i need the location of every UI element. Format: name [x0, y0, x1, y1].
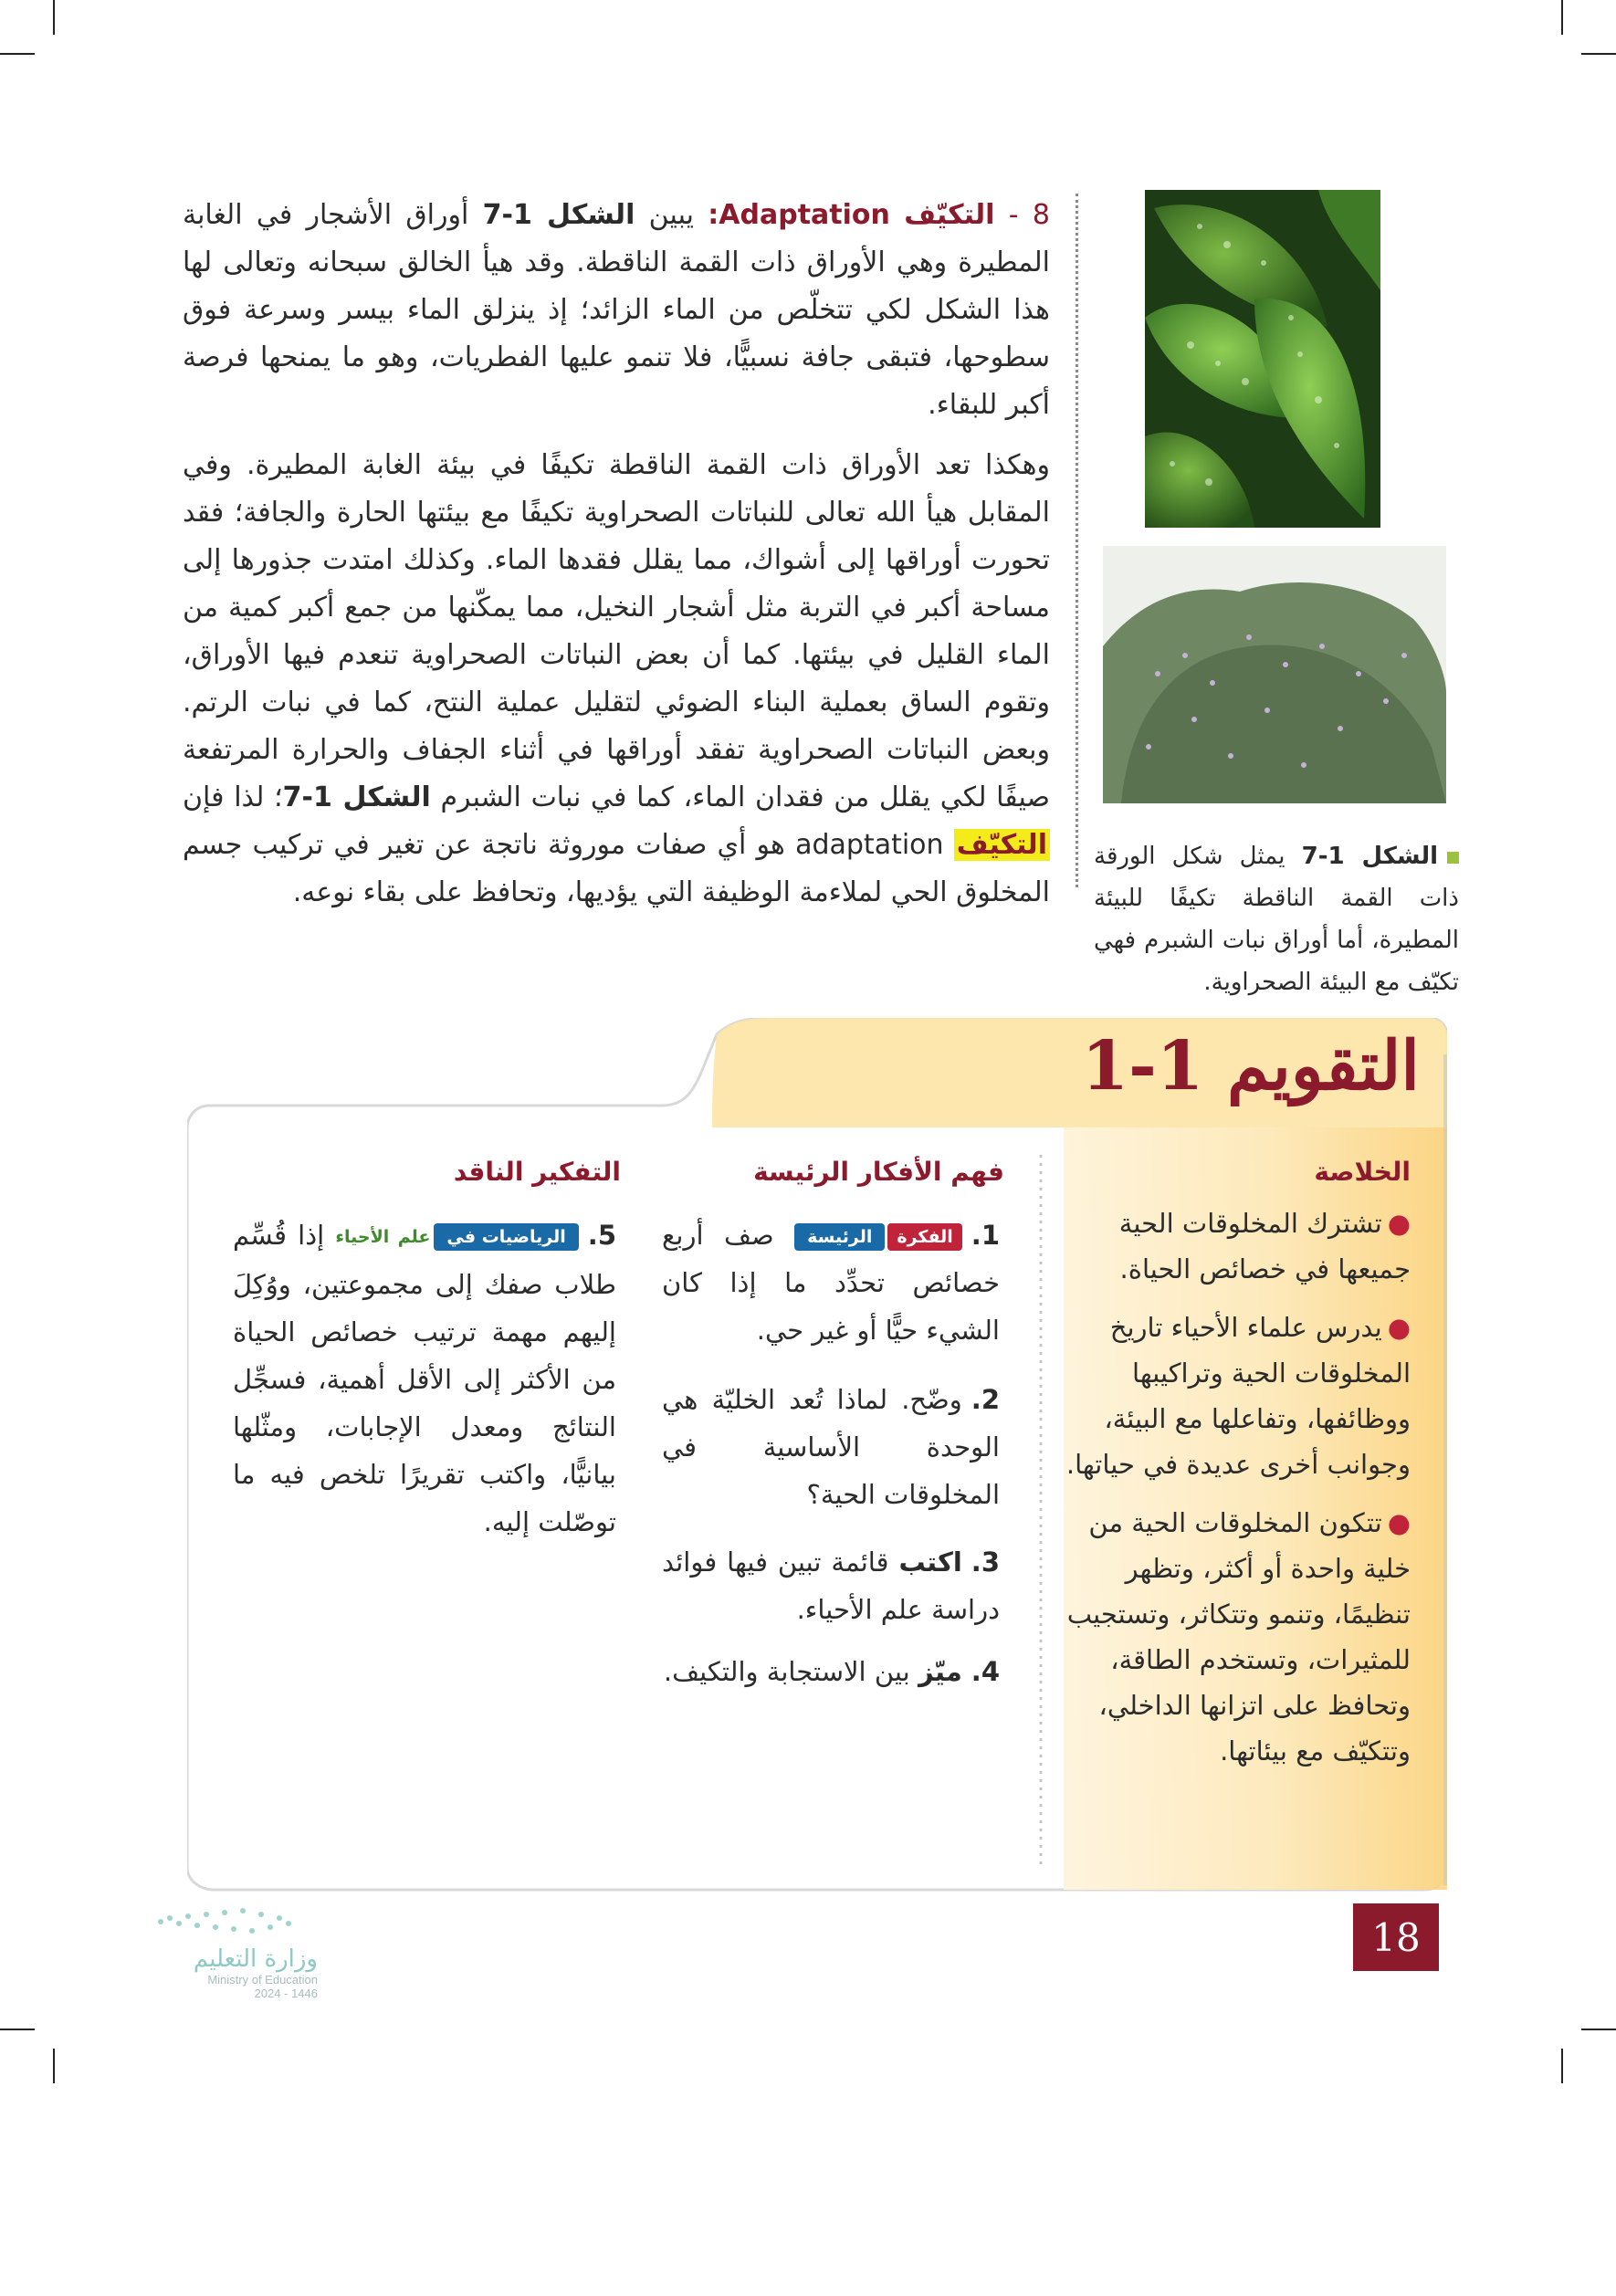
- term-adaptation-en: Adaptation:: [708, 199, 890, 231]
- question-verb: اكتب: [898, 1546, 962, 1578]
- text: يبين: [635, 199, 708, 231]
- question-verb: ميّز: [918, 1656, 962, 1687]
- rainforest-leaves-photo: [1145, 190, 1380, 528]
- question-4: [662, 1648, 1000, 1695]
- summary-heading: الخلاصة: [1314, 1157, 1411, 1187]
- question-5: [233, 1211, 616, 1546]
- tag-biology: علم الأحياء: [335, 1227, 431, 1247]
- main-ideas-heading: فهم الأفكار الرئيسة: [753, 1157, 1004, 1187]
- question-1: [662, 1211, 1000, 1354]
- ministry-name-en: Ministry of Education: [207, 1973, 318, 1987]
- adaptation-paragraph: [183, 442, 1050, 917]
- caption-marker: [1447, 852, 1459, 864]
- main-text-column: [183, 192, 1050, 929]
- ministry-logo: [89, 1903, 318, 2000]
- tag-idea: الفكرة: [887, 1223, 961, 1251]
- bullet-icon: ●: [1387, 1208, 1411, 1239]
- crop-mark: [0, 53, 35, 55]
- text: أوراق الأشجار في الغابة المطيرة وهي الأوراق ذات القمة الناقطة. وقد هيأ الخالق سبحانه وتعالى لها هذا الشكل لكي تتخلّص من الماء الزائد؛ إذ ينزلق الماء بيسر وسرعة فوق سطوحها، فتبقى جافة نسبيًّا، فلا تنمو عليها الفطريات، وهو ما يمنحها فرصة أكبر للبقاء.: [183, 199, 1050, 421]
- question-text: إذا قُسِّم طلاب صفك إلى مجموعتين، ووُكِلَ إليهم مهمة ترتيب خصائص الحياة من الأكثر إلى الأقل أهمية، فسجِّل النتائج ومعدل الإجابات، ومثّلها بيانيًّا، واكتب تقريرًا تلخص فيه ما توصّلت إليه.: [233, 1220, 616, 1537]
- review-panel: [187, 1018, 1447, 2296]
- question-text: صف أربع خصائص تحدِّد ما إذا كان الشيء حيًّا أو غير حي.: [662, 1220, 1000, 1346]
- summary-item: [1055, 1305, 1411, 1487]
- crop-mark: [1581, 2029, 1616, 2030]
- question-number: 5.: [587, 1220, 616, 1251]
- review-title: التقويم 1-1: [1081, 1027, 1420, 1106]
- text: adaptation هو أي صفات موروثة ناتجة عن تغير في تركيب جسم المخلوق الحي لملاءمة الوظيفة التي يؤديها، وتحافظ على بقاء نوعه.: [183, 829, 1050, 908]
- column-divider: [1076, 194, 1078, 887]
- crop-mark: [1561, 2049, 1563, 2083]
- ministry-name-ar: وزارة التعليم: [193, 1945, 318, 1973]
- desert-plant-photo: [1103, 546, 1446, 803]
- crop-mark: [0, 2029, 35, 2030]
- highlighted-term: التكيّف: [954, 829, 1050, 861]
- crop-mark: [53, 2049, 55, 2083]
- section-number: 8 -: [1008, 199, 1050, 231]
- tag-math: الرياضيات في: [434, 1223, 578, 1251]
- tag-main: الرئيسة: [794, 1223, 885, 1251]
- caption-text: يمثل شكل الورقة ذات القمة الناقطة تكيفًا للبيئة المطيرة، أما أوراق نبات الشبرم فهي تكيّف مع البيئة الصحراوية.: [1094, 843, 1459, 996]
- term-adaptation: التكيّف: [904, 199, 995, 231]
- bullet-icon: ●: [1387, 1312, 1411, 1343]
- question-text: وضّح. لماذا تُعد الخليّة هي الوحدة الأساسية في المخلوقات الحية؟: [662, 1384, 1000, 1510]
- question-number: 1.: [971, 1220, 1000, 1251]
- crop-mark: [1581, 53, 1616, 55]
- question-number: 2.: [971, 1384, 1000, 1415]
- summary-text: تشترك المخلوقات الحية جميعها في خصائص الحياة.: [1118, 1208, 1411, 1284]
- crop-mark: [53, 0, 55, 35]
- question-number: 4.: [971, 1656, 1000, 1687]
- crop-mark: [1561, 0, 1563, 35]
- summary-item: [1055, 1200, 1411, 1292]
- figure-reference: الشكل 1-7: [482, 199, 635, 231]
- summary-item: [1055, 1500, 1411, 1774]
- question-3: [662, 1538, 1000, 1633]
- leaves-image: [1145, 190, 1380, 528]
- ministry-dots-icon: [153, 1903, 299, 1942]
- question-2: [662, 1376, 1000, 1518]
- question-number: 3.: [971, 1546, 1000, 1578]
- page-number: 18: [1353, 1903, 1439, 1971]
- summary-text: تتكون المخلوقات الحية من خلية واحدة أو أكثر، وتظهر تنظيمًا، وتنمو وتتكاثر، وتستجيب للمثيرات، وتستخدم الطاقة، وتحافظ على اتزانها الداخلي، وتتكيّف مع بيئاتها.: [1066, 1507, 1411, 1767]
- caption-label: الشكل 1-7: [1301, 843, 1438, 870]
- figure-reference: الشكل 1-7: [282, 781, 431, 813]
- critical-thinking-heading: التفكير الناقد: [453, 1157, 621, 1187]
- ministry-year: 2024 - 1446: [254, 1987, 318, 2000]
- figure-caption: [1094, 835, 1459, 1003]
- text: وهكذا تعد الأوراق ذات القمة الناقطة تكيفًا في بيئة الغابة المطيرة. وفي المقابل هيأ الله تعالى للنباتات الصحراوية تكيفًا مع بيئتها الحارة والجافة؛ فقد تحورت أوراقها إلى أشواك، مما يقلل فقدها الماء. وكذلك امتدت جذورها إلى مساحة أكبر في التربة مثل أشجار النخيل، مما يمكّنها من جمع أكبر كمية من الماء القليل في بيئتها. كما أن بعض النباتات الصحراوية تنعدم فيها الأوراق، وتقوم الساق بعملية البناء الضوئي لتقليل عملية النتح، كما في نبات الرتم. وبعض النباتات الصحراوية تفقد أوراقها في أثناء الجفاف والحرارة المرتفعة صيفًا لكي يقلل من فقدان الماء، كما في نبات الشبرم: [183, 449, 1050, 813]
- bullet-icon: ●: [1387, 1507, 1411, 1538]
- summary-text: يدرس علماء الأحياء تاريخ المخلوقات الحية وتراكيبها ووظائفها، وتفاعلها مع البيئة، وجوانب أخرى عديدة في حياتها.: [1065, 1312, 1411, 1480]
- shrub-image: [1103, 546, 1446, 803]
- section-8-paragraph: [183, 192, 1050, 429]
- question-text: قائمة تبين فيها فوائد دراسة علم الأحياء.: [662, 1546, 1000, 1625]
- question-text: بين الاستجابة والتكيف.: [663, 1656, 918, 1687]
- summary-list: [1055, 1200, 1411, 1774]
- text: ؛ لذا فإن: [183, 781, 283, 813]
